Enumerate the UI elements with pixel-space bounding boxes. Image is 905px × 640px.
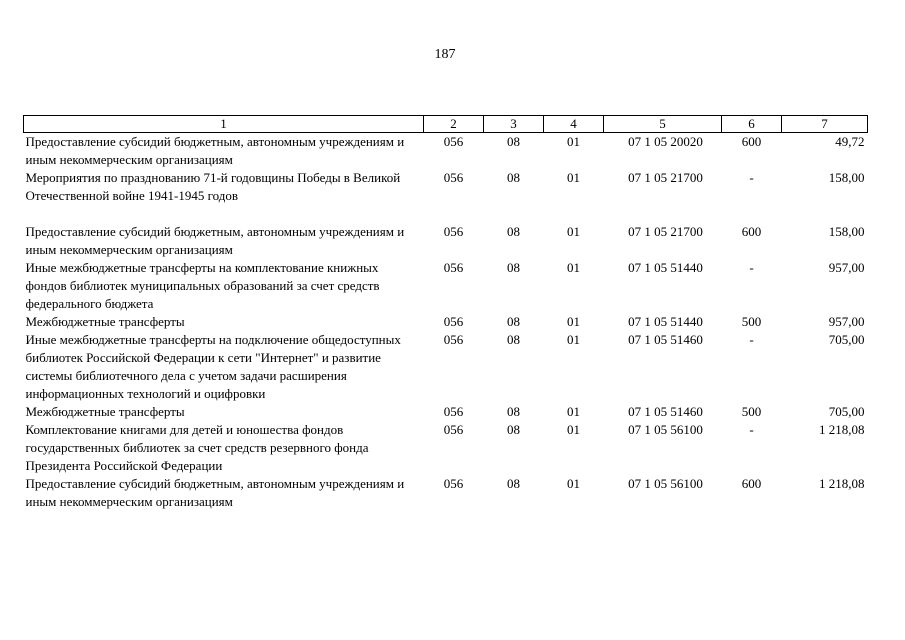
column-header-7: 7	[782, 116, 868, 133]
row-subsection-code: 01	[567, 224, 580, 239]
row-expense-type: -	[749, 170, 754, 185]
row-amount: 158,00	[828, 224, 865, 239]
table-row	[24, 133, 868, 170]
row-section-code: 08	[507, 314, 520, 329]
row-expense-type: 600	[741, 224, 762, 239]
table-row	[24, 313, 868, 331]
row-subsection-code: 01	[567, 260, 580, 275]
row-section-code: 08	[507, 332, 520, 347]
row-expense-type: 500	[741, 314, 762, 329]
row-expense-type: 600	[741, 134, 762, 149]
table-row	[24, 259, 868, 313]
row-subsection-code: 01	[567, 422, 580, 437]
table-row	[24, 475, 868, 511]
row-name: Мероприятия по празднованию 71-й годовщины Победы в Великой Отечественной войне 1941-1945 годов	[25, 170, 401, 203]
row-name: Иные межбюджетные трансферты на подключение общедоступных библиотек Российской Федерации к сети "Интернет" и развитие системы библиотечного дела с учетом задачи расширения информационных технологий и оцифровки	[25, 332, 401, 401]
row-expense-type: 600	[741, 476, 762, 491]
row-ministry-code: 056	[443, 260, 464, 275]
row-target-code: 07 1 05 51440	[628, 260, 703, 275]
row-ministry-code: 056	[443, 314, 464, 329]
row-expense-type: -	[749, 260, 754, 275]
table-row	[24, 403, 868, 421]
row-amount: 957,00	[828, 260, 865, 275]
row-target-code: 07 1 05 56100	[628, 422, 703, 437]
row-amount: 1 218,08	[819, 476, 865, 491]
row-ministry-code: 056	[443, 224, 464, 239]
row-subsection-code: 01	[567, 404, 580, 419]
row-ministry-code: 056	[443, 422, 464, 437]
row-ministry-code: 056	[443, 476, 464, 491]
row-expense-type: -	[749, 422, 754, 437]
row-amount: 158,00	[828, 170, 865, 185]
row-name: Межбюджетные трансферты	[25, 314, 185, 329]
row-ministry-code: 056	[443, 170, 464, 185]
row-subsection-code: 01	[567, 170, 580, 185]
row-section-code: 08	[507, 260, 520, 275]
column-header-4: 4	[544, 116, 604, 133]
column-header-2: 2	[424, 116, 484, 133]
row-ministry-code: 056	[443, 332, 464, 347]
row-name: Межбюджетные трансферты	[25, 404, 185, 419]
row-target-code: 07 1 05 51460	[628, 404, 703, 419]
column-header-1: 1	[24, 116, 424, 133]
row-section-code: 08	[507, 404, 520, 419]
table-row	[24, 331, 868, 403]
row-subsection-code: 01	[567, 332, 580, 347]
row-section-code: 08	[507, 476, 520, 491]
row-name: Иные межбюджетные трансферты на комплектование книжных фондов библиотек муниципальных образований за счет средств федерального бюджета	[25, 260, 380, 311]
row-target-code: 07 1 05 51460	[628, 332, 703, 347]
row-target-code: 07 1 05 20020	[628, 134, 703, 149]
column-header-3: 3	[484, 116, 544, 133]
budget-table	[23, 115, 868, 511]
row-name: Предоставление субсидий бюджетным, автономным учреждениям и иным некоммерческим организациям	[25, 134, 405, 167]
row-amount: 49,72	[835, 134, 865, 149]
row-name: Предоставление субсидий бюджетным, автономным учреждениям и иным некоммерческим организациям	[25, 476, 405, 509]
table-header	[24, 116, 868, 133]
row-target-code: 07 1 05 21700	[628, 170, 703, 185]
column-header-5: 5	[604, 116, 722, 133]
row-amount: 1 218,08	[819, 422, 865, 437]
row-amount: 705,00	[828, 332, 865, 347]
row-section-code: 08	[507, 224, 520, 239]
page-number: 187	[434, 47, 456, 62]
row-subsection-code: 01	[567, 314, 580, 329]
row-expense-type: 500	[741, 404, 762, 419]
row-target-code: 07 1 05 21700	[628, 224, 703, 239]
table-body	[24, 133, 868, 512]
row-subsection-code: 01	[567, 476, 580, 491]
row-expense-type: -	[749, 332, 754, 347]
row-section-code: 08	[507, 134, 520, 149]
table-row	[24, 421, 868, 475]
row-amount: 957,00	[828, 314, 865, 329]
header-row	[24, 116, 868, 133]
row-name: Предоставление субсидий бюджетным, автономным учреждениям и иным некоммерческим организациям	[25, 224, 405, 257]
table-row	[24, 223, 868, 259]
column-header-6: 6	[722, 116, 782, 133]
row-amount: 705,00	[828, 404, 865, 419]
table-row	[24, 169, 868, 223]
row-target-code: 07 1 05 51440	[628, 314, 703, 329]
row-subsection-code: 01	[567, 134, 580, 149]
row-ministry-code: 056	[443, 134, 464, 149]
row-name: Комплектование книгами для детей и юношества фондов государственных библиотек за счет средств резервного фонда Президента Российской Федерации	[25, 422, 369, 473]
row-target-code: 07 1 05 56100	[628, 476, 703, 491]
row-section-code: 08	[507, 170, 520, 185]
row-section-code: 08	[507, 422, 520, 437]
row-ministry-code: 056	[443, 404, 464, 419]
